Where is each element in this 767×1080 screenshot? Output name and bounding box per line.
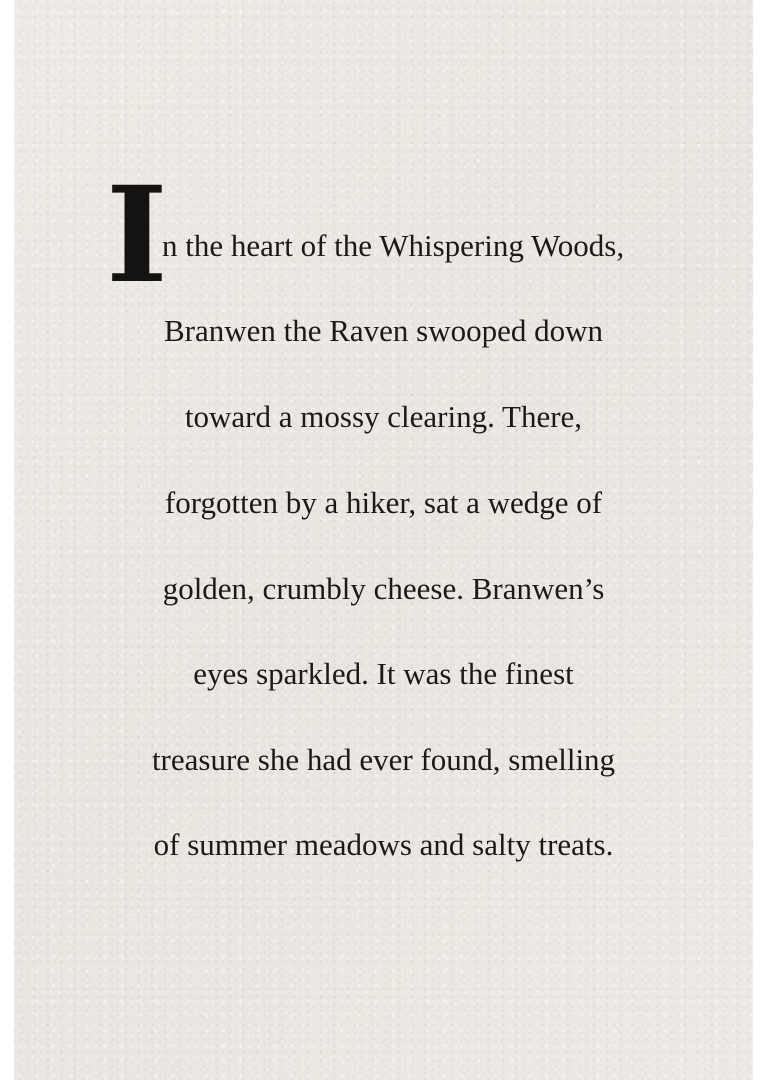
paper-page [14,0,753,1080]
story-line: of summer meadows and salty treats. [153,827,614,862]
story-line: eyes sparkled. It was the finest [193,656,574,691]
story-line: golden, crumbly cheese. Branwen’s [162,571,605,606]
story-line: Branwen the Raven swooped down [163,313,604,348]
story-line: n the heart of the Whispering Woods, [162,228,625,263]
story-text [14,0,753,1080]
drop-cap: I [106,158,168,313]
story-line: toward a mossy clearing. There, [184,399,583,434]
story-line: forgotten by a hiker, sat a wedge of [164,485,603,520]
story-line: treasure she had ever found, smelling [151,742,616,777]
